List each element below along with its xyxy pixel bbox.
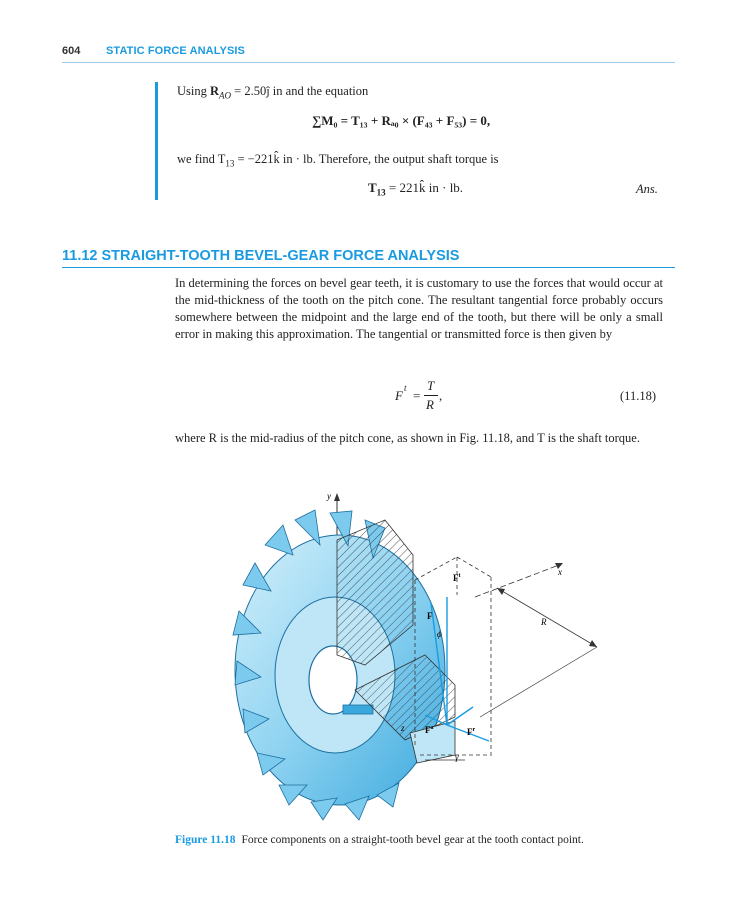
eq-lhs: F [395,388,403,403]
page-number: 604 [62,45,81,57]
paragraph-2: where R is the mid-radius of the pitch cone, as shown in Fig. 11.18, and T is the shaft torque. [175,431,640,445]
eq-lhs-sup: t [404,383,407,393]
result-value: = 221k̂ in · lb. [385,180,464,195]
result-t: T [368,180,377,195]
result-sub: 13 [376,187,386,198]
eq-denominator: R [426,397,434,412]
figure-caption [175,834,584,846]
eq-tail: , [439,388,443,403]
subscript-13: 13 [225,158,235,169]
equation-number: (11.18) [620,389,656,403]
z-label: z [401,723,405,733]
equation-11-18: F t = T R , [395,378,443,412]
paragraph-1: In determining the forces on bevel gear teeth, it is customary to use the forces that would occur at the mid-thickness of the tooth on the pitch cone. The resultant tangential force probably occurs somewhere between the midpoint and the large end of the tooth, but there will be only a small error in making this approximation. The tangential or transmitted force is then given by [175,276,663,341]
ft-label: $F^t$ [453,573,461,583]
running-header [62,44,675,63]
y-label: y [327,491,331,501]
text-we-find: we find T [177,152,226,166]
answer-label: Ans. [636,182,658,196]
figure-label: Figure 11.18 [175,834,236,846]
r-dimension [480,588,597,717]
x-label: x [558,567,562,577]
text-torque-result: = −221k̂ in · lb. Therefore, the output shaft torque is [234,152,499,166]
fa-label: $F^a$ [425,725,434,735]
text-using: Using [177,84,210,98]
fr-label: $F^r$ [467,727,476,737]
figure-caption-text: Force components on a straight-tooth bevel gear at the tooth contact point. [241,834,584,846]
running-section-title: STATIC FORCE ANALYSIS [106,45,245,57]
example-line-1 [177,83,368,104]
section-heading [62,247,675,268]
text-value: = 2.50ĵ in and the equation [231,84,369,98]
f-label: F [427,611,433,621]
x-axis [475,563,563,597]
fraction-bar [424,395,438,396]
section-heading-text: 11.12 STRAIGHT-TOOTH BEVEL-GEAR FORCE ANALYSIS [62,248,460,264]
result-equation [368,180,463,198]
r-label: R [541,617,547,627]
eq-numerator: T [427,378,435,393]
example-line-2 [177,151,499,172]
phi-label: ϕ [437,629,442,639]
bevel-gear-figure [225,485,615,825]
moment-equation: ∑M₀ = T₁₃ + Rₐ₀ × (F₄₃ + F₅₃) = 0, [312,113,491,128]
subscript-ao: AO [219,90,232,101]
vector-r: R [210,84,220,98]
gear-body [233,510,455,820]
gamma-label: γ [455,752,459,762]
example-margin-bar [155,82,158,200]
